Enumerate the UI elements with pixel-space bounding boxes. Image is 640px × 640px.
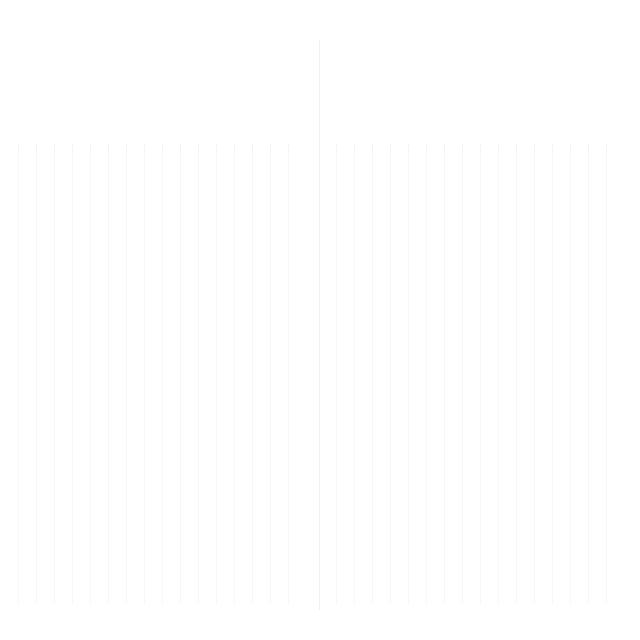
text-column	[408, 144, 424, 604]
text-column	[126, 144, 142, 604]
text-column	[444, 144, 460, 604]
text-column	[372, 144, 388, 604]
left-page-header	[12, 48, 310, 64]
text-column	[606, 144, 622, 604]
text-column	[588, 144, 604, 604]
text-column	[336, 144, 352, 604]
text-column	[144, 144, 160, 604]
left-text-block	[18, 144, 304, 604]
page-gutter	[319, 40, 320, 610]
right-text-block	[336, 144, 622, 604]
text-column	[426, 144, 442, 604]
text-column	[498, 144, 514, 604]
right-page	[330, 48, 628, 608]
text-column	[288, 144, 304, 604]
text-column	[36, 144, 52, 604]
text-column	[270, 144, 286, 604]
text-column	[354, 144, 370, 604]
text-column	[252, 144, 268, 604]
text-column	[234, 144, 250, 604]
text-column	[18, 144, 34, 604]
text-column	[516, 144, 532, 604]
text-column	[198, 144, 214, 604]
text-column	[90, 144, 106, 604]
text-column	[570, 144, 586, 604]
text-column	[534, 144, 550, 604]
text-column	[216, 144, 232, 604]
text-column	[180, 144, 196, 604]
text-column	[480, 144, 496, 604]
text-column	[108, 144, 124, 604]
text-column	[54, 144, 70, 604]
text-column	[552, 144, 568, 604]
text-column	[462, 144, 478, 604]
text-column	[72, 144, 88, 604]
right-page-header	[330, 48, 628, 64]
left-page	[12, 48, 310, 608]
text-column	[162, 144, 178, 604]
text-column	[390, 144, 406, 604]
